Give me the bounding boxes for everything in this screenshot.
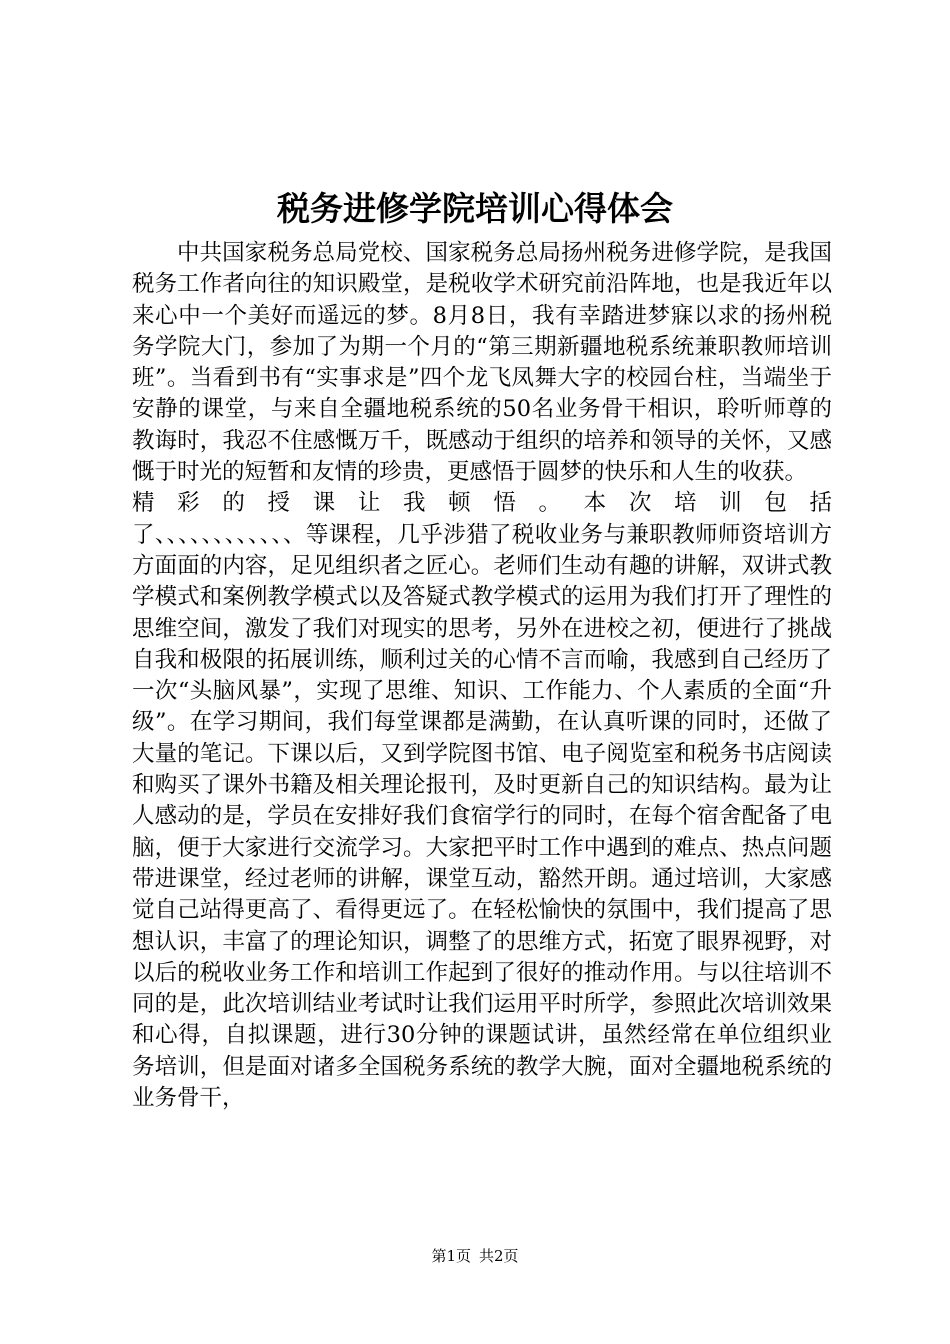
page-footer — [0, 1246, 950, 1266]
document-title: 税务进修学院培训心得体会 — [277, 189, 673, 228]
paragraph-intro: 中共国家税务总局党校、国家税务总局扬州税务进修学院，是我国税务工作者向往的知识殿堂，是税收学术研究前沿阵地，也是我近年以来心中一个美好而遥远的梦。8月8日，我有幸踏进梦寐以求的扬州税务学院大门，参加了为期一个月的“第三期新疆地税系统兼职教师培训班”。当看到书有“实事求是”四个龙飞凤舞大字的校园台柱，当端坐于安静的课堂，与来自全疆地税系统的50名业务骨干相识，聆听师尊的教诲时，我忍不住感慨万千，既感动于组织的培养和领导的关怀，又感慨于时光的短暂和友情的珍贵，更感悟于圆梦的快乐和人生的收获。 — [132, 240, 832, 486]
paragraph-training-content: 了、、、、、、、、、、、、等课程，几乎涉猎了税收业务与兼职教师师资培训方方面面的内容，足见组织者之匠心。老师们生动有趣的讲解，双讲式教学模式和案例教学模式以及答疑式教学模式的运用为我们打开了理性的思维空间，激发了我们对现实的思考，另外在进校之初，便进行了挑战自我和极限的拓展训练，顺利过关的心情不言而喻，我感到自己经历了一次“头脑风暴”，实现了思维、知识、工作能力、个人素质的全面“升级”。在学习期间，我们每堂课都是满勤，在认真听课的同时，还做了大量的笔记。下课以后，又到学院图书馆、电子阅览室和税务书店阅读和购买了课外书籍及相关理论报刊，及时更新自己的知识结构。最为让人感动的是，学员在安排好我们食宿学行的同时，在每个宿舍配备了电脑，便于大家进行交流学习。大家把平时工作中遇到的难点、热点问题带进课堂，经过老师的讲解，课堂互动，豁然开朗。通过培训，大家感觉自己站得更高了、看得更远了。在轻松愉快的氛围中，我们提高了思想认识，丰富了的理论知识，调整了的思维方式，拓宽了眼界视野，对以后的税收业务工作和培训工作起到了很好的推动作用。与以往培训不同的是，此次培训结业考试时让我们运用平时所学，参照此次培训效果和心得，自拟课题，进行30分钟的课题试讲，虽然经常在单位组织业务培训，但是面对诸多全国税务系统的教学大腕，面对全疆地税系统的业务骨干， — [132, 521, 832, 1112]
page-number-total: 共2页 — [479, 1247, 519, 1265]
document-body — [132, 238, 832, 1114]
page-number-current: 第1页 — [431, 1247, 471, 1265]
paragraph-section-heading: 精彩的授课让我顿悟。本次培训包括 — [132, 490, 832, 517]
